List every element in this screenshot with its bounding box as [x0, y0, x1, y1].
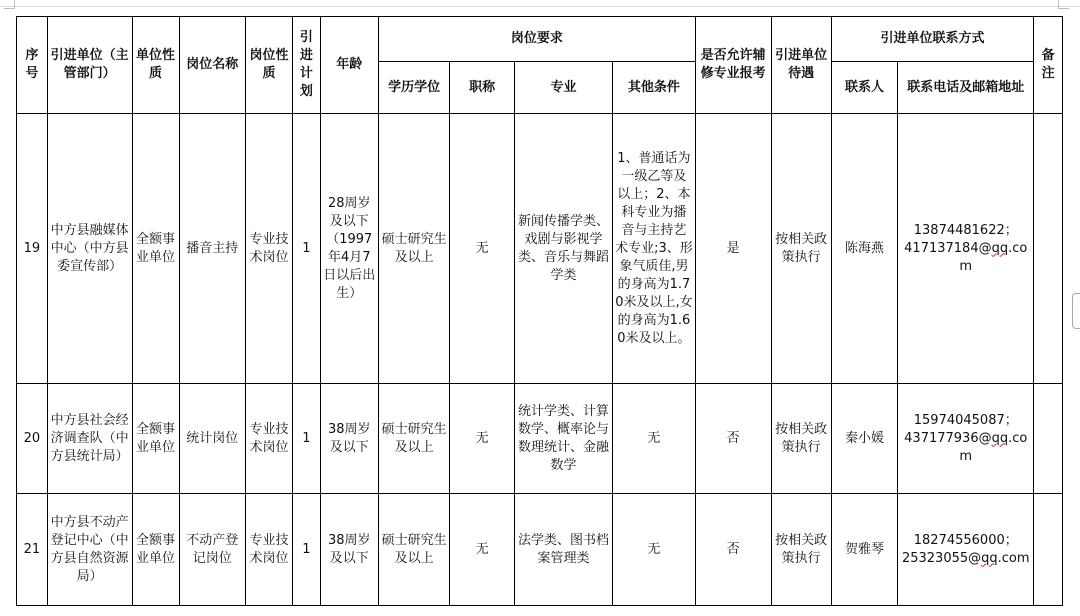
cell-unit: 中方县不动产登记中心（中方县自然资源局）: [47, 494, 132, 606]
cell-age: 28周岁及以下（1997年4月7日以后出生）: [320, 114, 378, 384]
table-row: [17, 114, 1063, 384]
cell-seq: 21: [17, 494, 48, 606]
cell-phone-email: [898, 494, 1034, 606]
cell-remark: [1034, 384, 1063, 494]
cell-treatment: 按相关政策执行: [771, 494, 831, 606]
email-domain-spellcheck: qq: [991, 430, 1009, 446]
header-remark: 备注: [1034, 17, 1063, 114]
cell-other-conditions: 无: [613, 384, 696, 494]
cell-seq: 20: [17, 384, 48, 494]
cell-treatment: 按相关政策执行: [771, 384, 831, 494]
cell-degree: 硕士研究生及以上: [378, 494, 450, 606]
cell-seq: 19: [17, 114, 48, 384]
header-phone-email: 联系电话及邮箱地址: [898, 62, 1034, 114]
side-panel-handle[interactable]: [1072, 293, 1080, 329]
header-unit-type: 单位性质: [132, 17, 179, 114]
email-suffix: .com: [959, 430, 1028, 464]
email-user: 437177936@: [904, 430, 992, 446]
header-minor-allowed: 是否允许辅修专业报考: [695, 17, 771, 114]
cell-post-name: 不动产登记岗位: [179, 494, 245, 606]
cell-unit-type: 全额事业单位: [132, 494, 179, 606]
header-contact-person: 联系人: [831, 62, 897, 114]
header-requirements: 岗位要求: [378, 17, 695, 62]
cell-other-conditions: 无: [613, 494, 696, 606]
cell-unit: 中方县社会经济调查队（中方县统计局）: [47, 384, 132, 494]
header-contact-group: 引进单位联系方式: [831, 17, 1033, 62]
cell-title: 无: [450, 494, 514, 606]
header-seq: 序号: [17, 17, 48, 114]
table-row: [17, 494, 1063, 606]
cell-phone-email: [898, 384, 1034, 494]
email-user: 417137184@: [904, 240, 992, 256]
cell-contact-person: 陈海燕: [831, 114, 897, 384]
phone-number: 15974045087；: [913, 412, 1018, 428]
cell-age: 38周岁及以下: [320, 494, 378, 606]
header-treatment: 引进单位待遇: [771, 17, 831, 114]
header-unit: 引进单位（主管部门）: [47, 17, 132, 114]
phone-number: 18274556000；: [913, 532, 1018, 548]
cell-unit-type: 全额事业单位: [132, 114, 179, 384]
cell-unit: 中方县融媒体中心（中方县委宣传部）: [47, 114, 132, 384]
cell-phone-email: [898, 114, 1034, 384]
cell-post-type: 专业技术岗位: [246, 494, 293, 606]
header-plan: 引进计划: [293, 17, 321, 114]
crop-mark-left: [4, 0, 15, 9]
cell-major: 新闻传播学类、戏剧与影视学类、音乐与舞蹈学类: [514, 114, 612, 384]
cell-contact-person: 秦小媛: [831, 384, 897, 494]
header-post-type: 岗位性质: [246, 17, 293, 114]
cell-other-conditions: [613, 114, 696, 384]
cell-post-type: 专业技术岗位: [246, 114, 293, 384]
header-age: 年龄: [320, 17, 378, 114]
cell-post-type: 专业技术岗位: [246, 384, 293, 494]
email-user: 25323055@: [901, 550, 982, 566]
cell-degree: 硕士研究生及以上: [378, 114, 450, 384]
header-other: 其他条件: [613, 62, 696, 114]
cell-contact-person: 贺雅琴: [831, 494, 897, 606]
cell-minor-allowed: 是: [695, 114, 771, 384]
email-domain-spellcheck: qq: [991, 240, 1009, 256]
other-conditions-text: 1、普通话为一级乙等及以上；2、本科专业为播音与主持艺术专业;3、形象气质佳,男的身高为1.70米及以上,女的身高为1.60米及以上。: [615, 150, 693, 346]
cell-unit-type: 全额事业单位: [132, 384, 179, 494]
phone-number: 13874481622；: [913, 222, 1018, 238]
cell-age: 38周岁及以下: [320, 384, 378, 494]
cell-title: 无: [450, 384, 514, 494]
cell-major: 法学类、图书档案管理类: [514, 494, 612, 606]
crop-mark-right: [1058, 0, 1069, 9]
cell-remark: [1034, 114, 1063, 384]
cell-major: 统计学类、计算数学、概率论与数理统计、金融数学: [514, 384, 612, 494]
page-top-edge: [0, 0, 1080, 7]
cell-plan: 1: [293, 114, 321, 384]
email-suffix: .com: [959, 240, 1028, 274]
cell-treatment: 按相关政策执行: [771, 114, 831, 384]
table-row: [17, 384, 1063, 494]
cell-degree: 硕士研究生及以上: [378, 384, 450, 494]
cell-plan: 1: [293, 384, 321, 494]
cell-remark: [1034, 494, 1063, 606]
email-domain-spellcheck: qq: [981, 550, 998, 566]
header-major: 专业: [514, 62, 612, 114]
cell-plan: 1: [293, 494, 321, 606]
cell-post-name: 播音主持: [179, 114, 245, 384]
cell-minor-allowed: 否: [695, 494, 771, 606]
cell-title: 无: [450, 114, 514, 384]
header-degree: 学历学位: [378, 62, 450, 114]
cell-minor-allowed: 否: [695, 384, 771, 494]
header-title: 职称: [450, 62, 514, 114]
email-suffix: .com: [997, 550, 1030, 566]
cell-post-name: 统计岗位: [179, 384, 245, 494]
header-post-name: 岗位名称: [179, 17, 245, 114]
recruitment-table: [16, 16, 1063, 606]
